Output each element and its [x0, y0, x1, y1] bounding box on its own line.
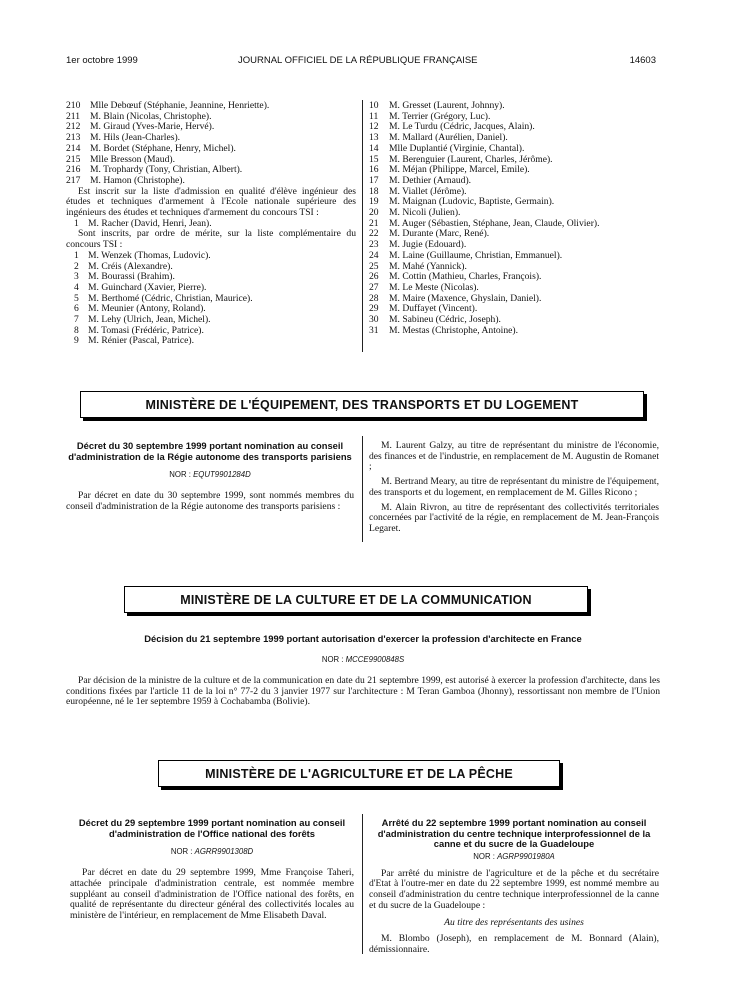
- list-item-number: 14: [369, 142, 379, 154]
- list-item-text: M. Créis (Alexandre).: [88, 260, 173, 272]
- list-item-text: M. Hils (Jean-Charles).: [90, 132, 181, 144]
- list-item: [66, 336, 356, 347]
- list-item-text: M. Méjan (Philippe, Marcel, Emile).: [389, 164, 530, 176]
- list-item-text: M. Terrier (Grégory, Luc).: [389, 110, 491, 122]
- list-item-number: 30: [369, 314, 379, 326]
- list-item-number: 13: [369, 132, 379, 144]
- list-item-text: M. Guinchard (Xavier, Pierre).: [88, 281, 207, 293]
- nor-reference: NOR : MCCE9900848S: [321, 655, 405, 664]
- list-item: [369, 251, 669, 262]
- member-paragraph: M. Laurent Galzy, au titre de représentant du ministre de l'économie, des finances et de l'industrie, en remplacement de M. Augustin de Romanet ;: [369, 440, 659, 473]
- list-item-text: M. Durante (Marc, René).: [389, 228, 490, 240]
- list-item-number: 28: [369, 292, 379, 304]
- decree-title: Décret du 29 septembre 1999 portant nomination au conseil d'administration de l'Office national des forêts: [78, 817, 346, 839]
- list-item-text: M. Bourassi (Brahim).: [88, 271, 175, 283]
- top-left-column: [66, 101, 356, 347]
- list-item-number: 19: [369, 196, 379, 208]
- list-item-number: 3: [74, 271, 79, 283]
- nor-reference: NOR : EQUT9901284D: [169, 470, 251, 480]
- list-item-number: 217: [66, 174, 81, 186]
- header-page-number: 14603: [629, 55, 656, 66]
- list-item-number: 1: [74, 249, 79, 261]
- list-item-text: M. Sabineu (Cédric, Joseph).: [389, 314, 501, 326]
- list-item-number: 22: [369, 228, 379, 240]
- list-item-number: 10: [369, 100, 379, 111]
- decree-onf: [70, 818, 354, 922]
- arrete-guadeloupe: [369, 818, 659, 956]
- ministry-banner-agriculture: MINISTÈRE DE L'AGRICULTURE ET DE LA PÊCHE: [158, 760, 560, 787]
- list-item-text: M. Viallet (Jérôme).: [389, 185, 467, 197]
- list-item-number: 12: [369, 121, 379, 133]
- nor-reference: NOR : AGRP9901980A: [473, 851, 555, 861]
- list-item-text: M. Le Meste (Nicolas).: [389, 281, 479, 293]
- list-item-number: 11: [369, 110, 379, 122]
- list-item-text: M. Blain (Nicolas, Christophe).: [90, 110, 212, 122]
- list-item-text: M. Laine (Guillaume, Christian, Emmanuel).: [389, 249, 563, 261]
- header-journal-title: JOURNAL OFFICIEL DE LA RÉPUBLIQUE FRANÇAISE: [238, 55, 478, 66]
- list-item-number: 21: [369, 217, 379, 229]
- list-item-text: M. Giraud (Yves-Marie, Hervé).: [90, 121, 215, 133]
- list-item-number: 23: [369, 239, 379, 251]
- ministry-banner-equipement: MINISTÈRE DE L'ÉQUIPEMENT, DES TRANSPORTS ET DU LOGEMENT: [80, 391, 644, 418]
- list-item-text: M. Nicoli (Julien).: [389, 207, 461, 219]
- list-item-number: 17: [369, 174, 379, 186]
- list-item: [66, 144, 356, 155]
- list-item-number: 31: [369, 324, 379, 336]
- list-item-number: 4: [74, 281, 79, 293]
- complementary-list-paragraph: Sont inscrits, par ordre de mérite, sur la liste complémentaire du concours TSI :: [66, 228, 356, 251]
- list-item-text: Mlle Debœuf (Stéphanie, Jeannine, Henriette).: [90, 100, 270, 111]
- column-divider: [362, 100, 363, 352]
- decision-body: Par décision de la ministre de la culture et de la communication en date du 21 septembre 1999, est autorisé à exercer la profession d'architecte, dans les conditions fixées par l'article 11 de la loi n° 77-2 du 3 janvier 1977 sur l'architecture : M Teran Gamboa (Jhonny), ressortissant non membre de l'Union européenne, né le 1er septembre 1959 à Cochabamba (Bolivie).: [66, 675, 660, 708]
- list-item-text: M. Trophardy (Tony, Christian, Albert).: [90, 164, 243, 176]
- list-item-text: M. Auger (Sébastien, Stéphane, Jean, Claude, Olivier).: [389, 217, 600, 229]
- list-item: 1 M. Racher (David, Henri, Jean).: [74, 217, 212, 229]
- list-item-text: M. Berenguier (Laurent, Charles, Jérôme).: [389, 153, 553, 165]
- arrete-body: Par arrêté du ministre de l'agriculture et de la pêche et du secrétaire d'Etat à l'outre-mer en date du 22 septembre 1999, est nommé membre au conseil d'administration du centre technique interprofessionnel de la canne et du sucre de la Guadeloupe :: [369, 867, 659, 911]
- list-item: [66, 251, 356, 262]
- ministry-banner-culture: MINISTÈRE DE LA CULTURE ET DE LA COMMUNICATION: [124, 586, 588, 613]
- arrete-subtitle: Au titre des représentants des usines: [444, 916, 584, 928]
- list-item-number: 6: [74, 303, 79, 315]
- list-item-number: 214: [66, 142, 81, 154]
- decision-title: Décision du 21 septembre 1999 portant autorisation d'exercer la profession d'architecte en France: [144, 633, 582, 644]
- nor-reference: NOR : AGRR9901308D: [170, 847, 254, 857]
- list-item-text: M. Jugie (Edouard).: [389, 239, 467, 251]
- decree-title: Décret du 30 septembre 1999 portant nomination au conseil d'administration de la Régie autonome des transports parisiens: [68, 440, 352, 462]
- list-item-text: M. Dethier (Arnaud).: [389, 174, 472, 186]
- list-item-number: 213: [66, 132, 81, 144]
- list-item-number: 8: [74, 324, 79, 336]
- list-item: [369, 326, 669, 337]
- list-item-text: M. Maire (Maxence, Ghyslain, Daniel).: [389, 292, 542, 304]
- list-item-text: M. Mahé (Yannick).: [389, 260, 467, 272]
- header-date: 1er octobre 1999: [66, 55, 138, 66]
- list-item: [369, 144, 669, 155]
- list-item-number: 216: [66, 164, 81, 176]
- list-item-text: M. Le Turdu (Cédric, Jacques, Alain).: [389, 121, 535, 133]
- decree-body: Par décret en date du 30 septembre 1999, sont nommés membres du conseil d'administration de la Régie autonome des transports parisiens :: [66, 490, 354, 512]
- member-paragraph: M. Alain Rivron, au titre de représentant des collectivités territoriales concernées par l'activité de la régie, en remplacement de M. Jean-François Legaret.: [369, 501, 659, 534]
- list-item-text: M. Bordet (Stéphane, Henry, Michel).: [90, 142, 236, 154]
- admission-paragraph: Est inscrit sur la liste d'admission en qualité d'élève ingénieur des études et techniques d'armement à l'Ecole nationale supérieure des ingénieurs des études et techniques d'armement du concours TSI :: [66, 185, 356, 219]
- list-item-number: 15: [369, 153, 379, 165]
- list-item-text: M. Mestas (Christophe, Antoine).: [389, 324, 518, 336]
- list-item-text: M. Wenzek (Thomas, Ludovic).: [88, 249, 211, 261]
- list-item-number: 212: [66, 121, 81, 133]
- list-item-text: M. Hamon (Christophe).: [90, 174, 185, 186]
- list-item-number: 9: [74, 335, 79, 347]
- list-item-text: Mlle Bresson (Maud).: [90, 153, 175, 165]
- list-item-text: M. Duffayet (Vincent).: [389, 303, 478, 315]
- column-divider: [362, 436, 363, 542]
- decree-ratp-members: [369, 441, 659, 539]
- list-item-text: M. Meunier (Antony, Roland).: [88, 303, 206, 315]
- list-item-text: M. Cottin (Mathieu, Charles, François).: [389, 271, 542, 283]
- list-item-number: 24: [369, 249, 379, 261]
- list-item-text: M. Gresset (Laurent, Johnny).: [389, 100, 505, 111]
- list-item-number: 16: [369, 164, 379, 176]
- decree-body: Par décret en date du 29 septembre 1999, Mme Françoise Taheri, attachée principale d'administration centrale, est nommée membre suppléant au conseil d'administration de l'Office national des forêts, en qualité de représentante du directeur général des collectivités locales au ministère de l'intérieur, en remplacement de Mme Elisabeth Daval.: [70, 867, 354, 921]
- member-paragraph: M. Bertrand Meary, au titre de représentant du ministre de l'équipement, des transports et du logement, en remplacement de M. Gilles Ricono ;: [369, 476, 659, 498]
- list-item-number: 210: [66, 100, 81, 111]
- list-item-number: 27: [369, 281, 379, 293]
- list-item-number: 20: [369, 207, 379, 219]
- list-item-number: 29: [369, 303, 379, 315]
- top-right-column: [369, 101, 669, 336]
- list-item-number: 2: [74, 260, 79, 272]
- list-item-number: 26: [369, 271, 379, 283]
- list-item-text: Mlle Duplantié (Virginie, Chantal).: [389, 142, 525, 154]
- list-item-text: M. Lehy (Ulrich, Jean, Michel).: [88, 314, 211, 326]
- list-item-number: 18: [369, 185, 379, 197]
- column-divider: [362, 814, 363, 954]
- list-item-number: 211: [66, 110, 81, 122]
- running-header: [66, 55, 656, 69]
- arrete-body-2: M. Blombo (Joseph), en remplacement de M. Bonnard (Alain), démissionnaire.: [369, 933, 659, 955]
- list-item-text: M. Tomasi (Frédéric, Patrice).: [88, 324, 204, 336]
- list-item-number: 25: [369, 260, 379, 272]
- list-item-text: M. Mallard (Aurélien, Daniel).: [389, 132, 508, 144]
- list-item-text: M. Maignan (Ludovic, Baptiste, Germain).: [389, 196, 555, 208]
- list-item-text: M. Berthomé (Cédric, Christian, Maurice).: [88, 292, 253, 304]
- list-item-text: M. Rénier (Pascal, Patrice).: [88, 335, 195, 347]
- list-item-number: 215: [66, 153, 81, 165]
- list-item-number: 7: [74, 314, 79, 326]
- decree-ratp: [66, 441, 354, 513]
- arrete-title: Arrêté du 22 septembre 1999 portant nomination au conseil d'administration du centre technique interprofessionnel de la canne et du sucre de la Guadeloupe: [377, 817, 651, 850]
- list-item-number: 5: [74, 292, 79, 304]
